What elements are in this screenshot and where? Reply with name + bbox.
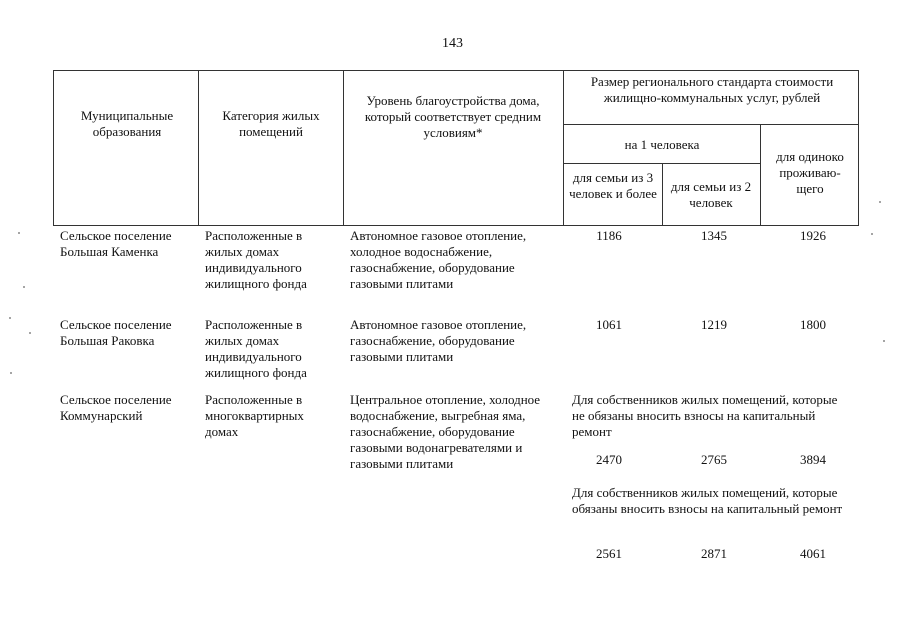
- row-family2-value: 1219: [701, 317, 727, 332]
- obliged-single-value: 4061: [800, 546, 826, 561]
- row-level: Автономное газовое отопление, холодное водоснабжение, газоснабжение, оборудование газовыми плитами: [350, 228, 527, 291]
- row-municipality: Сельское поселение Большая Каменка: [60, 228, 172, 259]
- row-single-value: 1800: [800, 317, 826, 332]
- page-number: 143: [442, 36, 463, 51]
- row-category: Расположенные в многоквартирных домах: [205, 392, 304, 439]
- header-category: Категория жилых помещений: [222, 108, 320, 139]
- row-level: Центральное отопление, холодное водоснабжение, выгребная яма, газоснабжение, оборудование газовыми водонагревателями и газовыми плитами: [350, 392, 541, 471]
- row-category: Расположенные в жилых домах индивидуального жилищного фонда: [205, 228, 307, 291]
- header-level: Уровень благоустройства дома, который соответствует средним условиям*: [364, 93, 542, 140]
- header-municipality: Муниципальные образования: [80, 108, 174, 139]
- not-obliged-family3-value: 2470: [596, 452, 622, 467]
- row-category: Расположенные в жилых домах индивидуального жилищного фонда: [205, 317, 307, 380]
- row-municipality: Сельское поселение Большая Раковка: [60, 317, 172, 348]
- obliged-family2-value: 2871: [701, 546, 727, 561]
- row-single-value: 1926: [800, 228, 826, 243]
- header-single: для одиноко проживаю-щего: [776, 149, 844, 196]
- note-not-obliged: Для собственников жилых помещений, которые не обязаны вносить взносы на капитальный ремонт: [572, 392, 838, 439]
- not-obliged-family2-value: 2765: [701, 452, 727, 467]
- header-family-2: для семьи из 2 человек: [670, 179, 752, 210]
- note-obliged: Для собственников жилых помещений, которые обязаны вносить взносы на капитальный ремонт: [572, 485, 843, 516]
- row-family2-value: 1345: [701, 228, 727, 243]
- header-per-person: на 1 человека: [624, 137, 700, 152]
- row-family3-value: 1186: [596, 228, 622, 243]
- header-size: Размер регионального стандарта стоимости жилищно-коммунальных услуг, рублей: [590, 74, 834, 105]
- row-municipality: Сельское поселение Коммунарский: [60, 392, 172, 423]
- row-level: Автономное газовое отопление, газоснабжение, оборудование газовыми плитами: [350, 317, 527, 364]
- header-family-3: для семьи из 3 человек и более: [569, 170, 657, 201]
- obliged-family3-value: 2561: [596, 546, 622, 561]
- row-family3-value: 1061: [596, 317, 622, 332]
- not-obliged-single-value: 3894: [800, 452, 826, 467]
